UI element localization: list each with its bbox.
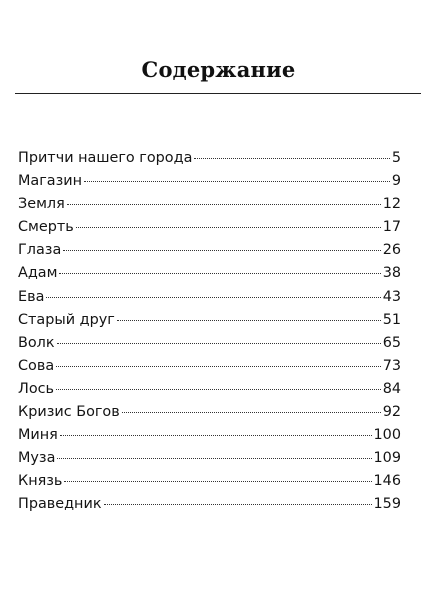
toc-entry <box>18 309 401 332</box>
toc-entry <box>18 216 401 239</box>
toc-entry-title: Праведник <box>18 496 102 513</box>
dot-leader <box>104 504 372 505</box>
toc-entry-title: Муза <box>18 450 56 467</box>
toc-entry-page: 73 <box>382 357 401 374</box>
toc-entry-page: 65 <box>382 334 401 351</box>
dot-leader <box>56 389 381 390</box>
toc-entry <box>18 193 401 216</box>
toc-entry-page: 26 <box>382 242 401 259</box>
toc-entry <box>18 332 401 355</box>
toc-entry-title: Ева <box>18 288 45 305</box>
toc-entry <box>18 147 401 170</box>
toc-entry <box>18 286 401 309</box>
toc-entry <box>18 470 401 493</box>
toc-entry-page: 146 <box>373 473 401 490</box>
toc-entry-page: 51 <box>382 311 401 328</box>
toc-entry-page: 9 <box>391 173 401 190</box>
dot-leader <box>63 250 380 251</box>
toc-entry-page: 12 <box>382 196 401 213</box>
dot-leader <box>56 366 381 367</box>
toc-entry <box>18 262 401 285</box>
toc-entry-page: 38 <box>382 265 401 282</box>
toc-entry-title: Земля <box>18 196 65 213</box>
toc-entry-page: 5 <box>391 150 401 166</box>
toc-entry <box>18 239 401 262</box>
toc-entry-page: 84 <box>382 380 401 397</box>
toc-entry-title: Притчи нашего города <box>18 150 193 166</box>
dot-leader <box>67 204 381 205</box>
toc-entry-title: Сова <box>18 357 55 374</box>
dot-leader <box>64 481 371 482</box>
toc-entry <box>18 401 401 424</box>
dot-leader <box>60 435 372 436</box>
table-of-contents <box>18 147 401 517</box>
toc-entry-title: Старый друг <box>18 311 115 328</box>
toc-entry <box>18 355 401 378</box>
toc-entry <box>18 447 401 470</box>
dot-leader <box>46 297 380 298</box>
toc-entry-page: 109 <box>373 450 401 467</box>
dot-leader <box>59 273 380 274</box>
toc-entry-title: Смерть <box>18 219 74 236</box>
toc-entry-page: 100 <box>373 427 401 444</box>
toc-entry-title: Магазин <box>18 173 83 190</box>
toc-entry <box>18 378 401 401</box>
toc-entry-title: Глаза <box>18 242 62 259</box>
toc-entry-title: Адам <box>18 265 58 282</box>
dot-leader <box>122 412 381 413</box>
toc-entry-page: 17 <box>382 219 401 236</box>
toc-entry <box>18 170 401 193</box>
toc-entry-page: 43 <box>382 288 401 305</box>
toc-entry-page: 159 <box>373 496 401 513</box>
toc-entry-title: Миня <box>18 427 58 444</box>
toc-entry <box>18 424 401 447</box>
dot-leader <box>76 227 381 228</box>
dot-leader <box>57 343 381 344</box>
toc-entry-page: 92 <box>382 404 401 421</box>
toc-entry <box>18 493 401 516</box>
toc-entry-title: Волк <box>18 334 55 351</box>
title-divider <box>15 93 421 94</box>
dot-leader <box>117 320 381 321</box>
page-title: Содержание <box>141 57 296 82</box>
dot-leader <box>194 158 389 159</box>
dot-leader <box>57 458 371 459</box>
toc-entry-title: Кризис Богов <box>18 404 120 421</box>
toc-entry-title: Лось <box>18 380 55 397</box>
toc-entry-title: Князь <box>18 473 63 490</box>
dot-leader <box>84 181 390 182</box>
